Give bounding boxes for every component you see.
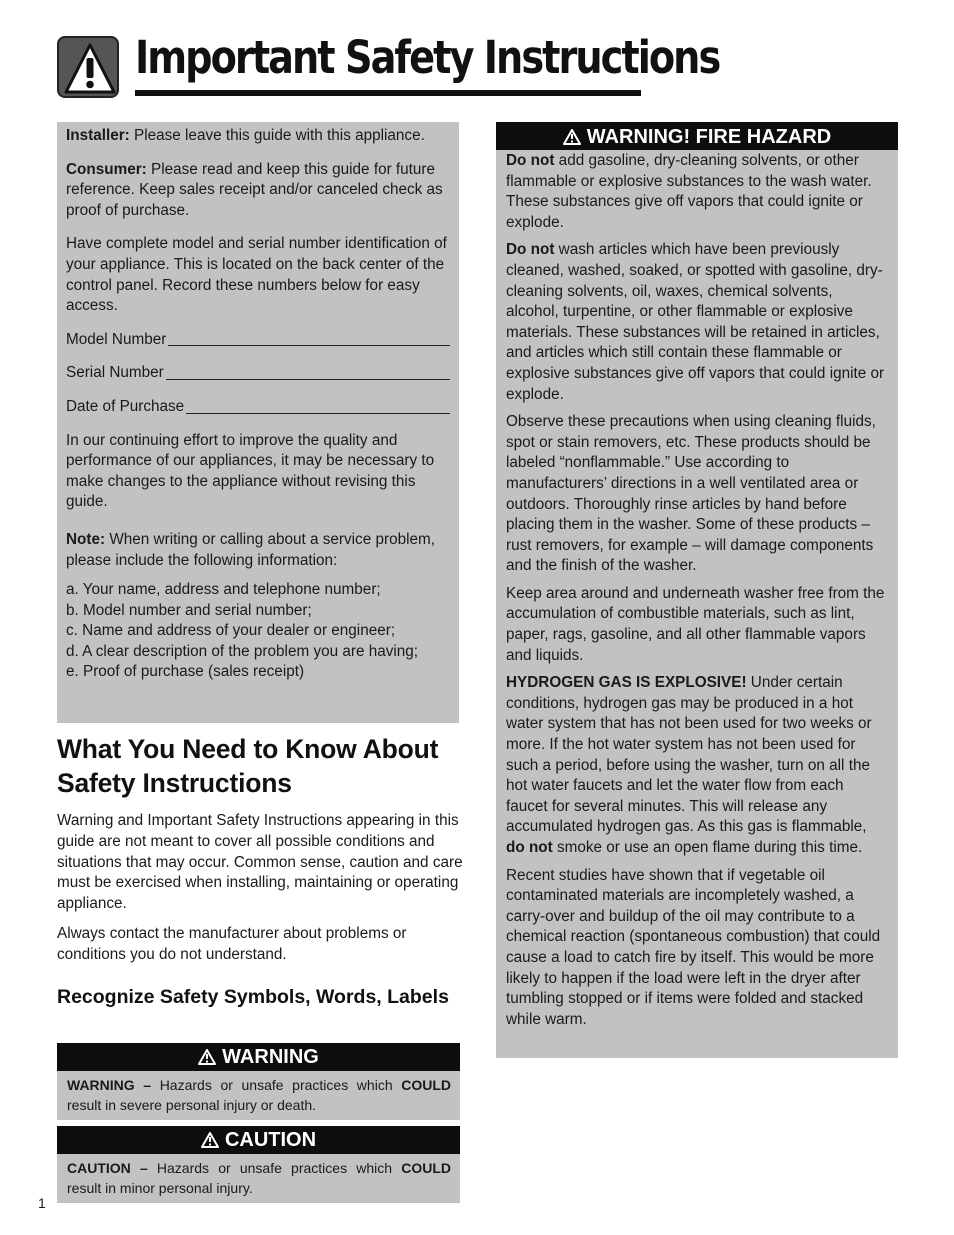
- list-item: e. Proof of purchase (sales receipt): [66, 663, 305, 681]
- service-info-list: [66, 580, 450, 683]
- warning-label-box: [57, 1043, 460, 1120]
- section-paragraph-2: Always contact the manufacturer about problems or conditions you do not understand.: [57, 924, 407, 963]
- consumer-paragraph: Consumer: Please read and keep this guide for future reference. Keep sales receipt and/or canceled check as proof of purchase.: [66, 160, 443, 219]
- fire-paragraph-3: Observe these precautions when using cleaning fluids, spot or stain removers, etc. These products should be labeled “nonflammable.” Use according to manufacturers’ directions in a well ventilated area or outdoors. Thoroughly rinse articles by hand before placing them in the washer. Some of these products – rust removers, for example – will damage components and the finish of the washer.: [506, 413, 876, 575]
- caution-label-box: [57, 1126, 460, 1203]
- note-paragraph: Note: When writing or calling about a service problem, please include the following information:: [66, 530, 435, 569]
- fire-paragraph-1: Do not add gasoline, dry-cleaning solvents, or other flammable or explosive substances to the wash water. These substances give off vapors that could ignite or explode.: [506, 152, 872, 231]
- page-number: 1: [38, 1195, 46, 1211]
- warning-triangle-icon: [201, 1132, 219, 1148]
- fire-hazard-content: [496, 150, 898, 1030]
- caution-label-text: CAUTION – Hazards or unsafe practices which COULD result in minor personal injury.: [67, 1160, 451, 1196]
- date-of-purchase-field: Date of Purchase: [66, 397, 450, 418]
- model-identification-paragraph: Have complete model and serial number identification of your appliance. This is located on the back center of the control panel. Record these numbers below for easy access.: [66, 235, 447, 315]
- warning-triangle-icon: [198, 1049, 216, 1065]
- fire-paragraph-2: Do not wash articles which have been previously cleaned, washed, soaked, or spotted with gasoline, dry-cleaning solvents, oil, waxes, chemical solvents, alcohol, turpentine, or other flammable or explosive materials. These substances will be retained in articles, and articles which still contain these flammable or explosive substances give off vapors that could ignite or explode.: [506, 241, 885, 403]
- serial-number-field: Serial Number: [66, 363, 450, 384]
- section-heading: What You Need to Know About Safety Instructions: [57, 734, 439, 798]
- warning-sign-icon: [57, 36, 119, 98]
- warning-triangle-icon: [563, 129, 581, 145]
- section-paragraph-1: Warning and Important Safety Instructions appearing in this guide are not meant to cover all possible conditions and situations that may occur. Common sense, caution and care must be exercised when installing, maintaining or operating appliance.: [57, 812, 463, 913]
- caution-label-bar: CAUTION: [57, 1126, 460, 1154]
- installer-info-box: [57, 122, 459, 723]
- fire-paragraph-6: Recent studies have shown that if vegetable oil contaminated materials are incompletely washed, a carry-over and buildup of the oil may contribute to a chemical reaction (spontaneous combustion) that could cause a load to catch fire by itself. This would be more likely to happen if the load were left in the dryer after tumbling stopped or if items were folded and stacked while warm.: [506, 866, 881, 1028]
- list-item: b. Model number and serial number;: [66, 601, 312, 619]
- model-number-field: Model Number: [66, 330, 450, 351]
- warning-label-text: WARNING – Hazards or unsafe practices which COULD result in severe personal injury or death.: [67, 1077, 452, 1113]
- title-underline: [135, 90, 641, 96]
- continuing-effort-paragraph: In our continuing effort to improve the quality and performance of our appliances, it may be necessary to make changes to the appliance without revising this guide.: [66, 431, 435, 511]
- section-body: [57, 811, 467, 975]
- list-item: c. Name and address of your dealer or engineer;: [66, 622, 396, 640]
- fire-paragraph-4: Keep area around and underneath washer free from the accumulation of combustible materials, such as lint, paper, rags, gasoline, and all other flammable vapors and liquids.: [506, 584, 885, 664]
- installer-paragraph: Installer: Please leave this guide with this appliance.: [66, 127, 425, 144]
- page-title: Important Safety Instructions: [135, 31, 720, 84]
- list-item: d. A clear description of the problem you are having;: [66, 642, 419, 660]
- fire-paragraph-5: HYDROGEN GAS IS EXPLOSIVE! Under certain conditions, hydrogen gas may be produced in a hot water system that has not been used for two weeks or more. If the hot water system has not been used for such a period, before using the washer, turn on all the hot water faucets and let the water flow from each faucet for several minutes. This will release any accumulated hydrogen gas. As this gas is flammable, do not smoke or use an open flame during this time.: [506, 674, 872, 856]
- fire-hazard-box: [496, 122, 898, 1058]
- subsection-heading: Recognize Safety Symbols, Words, Labels: [57, 986, 449, 1008]
- list-item: a. Your name, address and telephone number;: [66, 581, 381, 599]
- fire-hazard-bar: WARNING! FIRE HAZARD: [496, 122, 898, 150]
- warning-label-bar: WARNING: [57, 1043, 460, 1071]
